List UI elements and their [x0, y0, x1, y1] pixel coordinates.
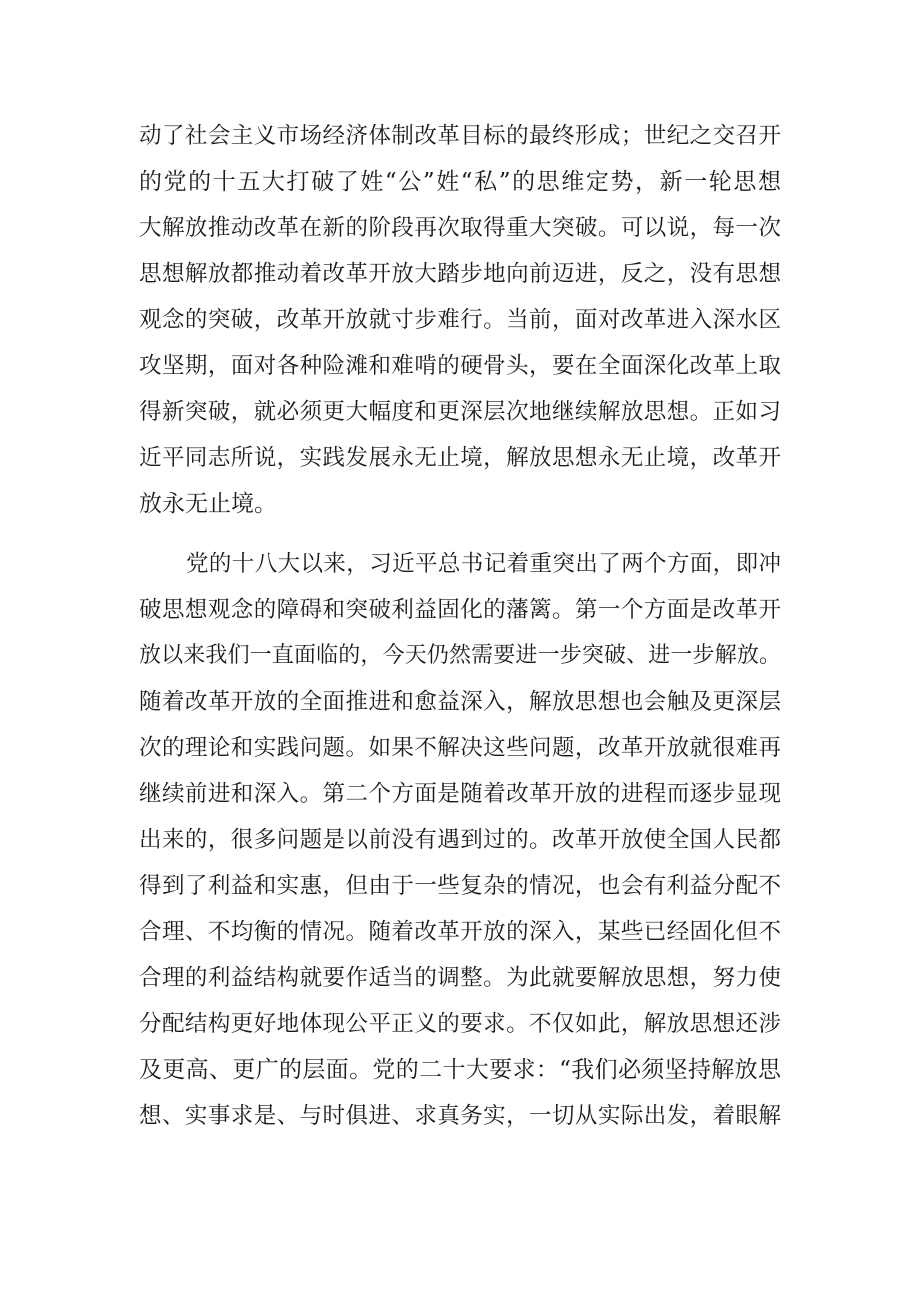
text-line-1: 动了社会主义市场经济体制改革目标的最终形成；世纪之交召开: [139, 123, 781, 149]
text-line-3: 大解放推动改革在新的阶段再次取得重大突破。可以说，每一次: [139, 215, 781, 241]
text-line-20: 分配结构更好地体现公平正义的要求。不仅如此，解放思想还涉: [139, 1011, 781, 1037]
text-line-4: 思想解放都推动着改革开放大踏步地向前迈进，反之，没有思想: [139, 261, 781, 287]
text-line-6: 攻坚期，面对各种险滩和难啃的硬骨头，要在全面深化改革上取: [139, 353, 781, 379]
text-line-8: 近平同志所说，实践发展永无止境，解放思想永无止境，改革开: [139, 445, 781, 471]
text-line-9: 放永无止境。: [139, 491, 277, 517]
text-line-7: 得新突破，就必须更大幅度和更深层次地继续解放思想。正如习: [139, 399, 781, 425]
text-line-5: 观念的突破，改革开放就寸步难行。当前，面对改革进入深水区: [139, 307, 781, 333]
text-line-21: 及更高、更广的层面。党的二十大要求：“我们必须坚持解放思: [139, 1057, 781, 1083]
text-line-12: 放以来我们一直面临的，今天仍然需要进一步突破、进一步解放。: [139, 643, 781, 668]
text-line-10: 党的十八大以来，习近平总书记着重突出了两个方面，即冲: [186, 551, 781, 577]
text-line-22: 想、实事求是、与时俱进、求真务实，一切从实际出发，着眼解: [139, 1103, 781, 1129]
text-line-14: 次的理论和实践问题。如果不解决这些问题，改革开放就很难再: [139, 735, 781, 761]
text-line-16: 出来的，很多问题是以前没有遇到过的。改革开放使全国人民都: [139, 827, 781, 853]
text-line-18: 合理、不均衡的情况。随着改革开放的深入，某些已经固化但不: [139, 919, 781, 945]
text-line-15: 继续前进和深入。第二个方面是随着改革开放的进程而逐步显现: [139, 781, 781, 807]
text-line-13: 随着改革开放的全面推进和愈益深入，解放思想也会触及更深层: [139, 689, 781, 715]
text-line-11: 破思想观念的障碍和突破利益固化的藩篱。第一个方面是改革开: [139, 597, 781, 623]
text-line-17: 得到了利益和实惠，但由于一些复杂的情况，也会有利益分配不: [139, 873, 781, 899]
text-line-2: 的党的十五大打破了姓“公”姓“私”的思维定势，新一轮思想: [139, 169, 781, 195]
text-line-19: 合理的利益结构就要作适当的调整。为此就要解放思想，努力使: [139, 965, 781, 991]
